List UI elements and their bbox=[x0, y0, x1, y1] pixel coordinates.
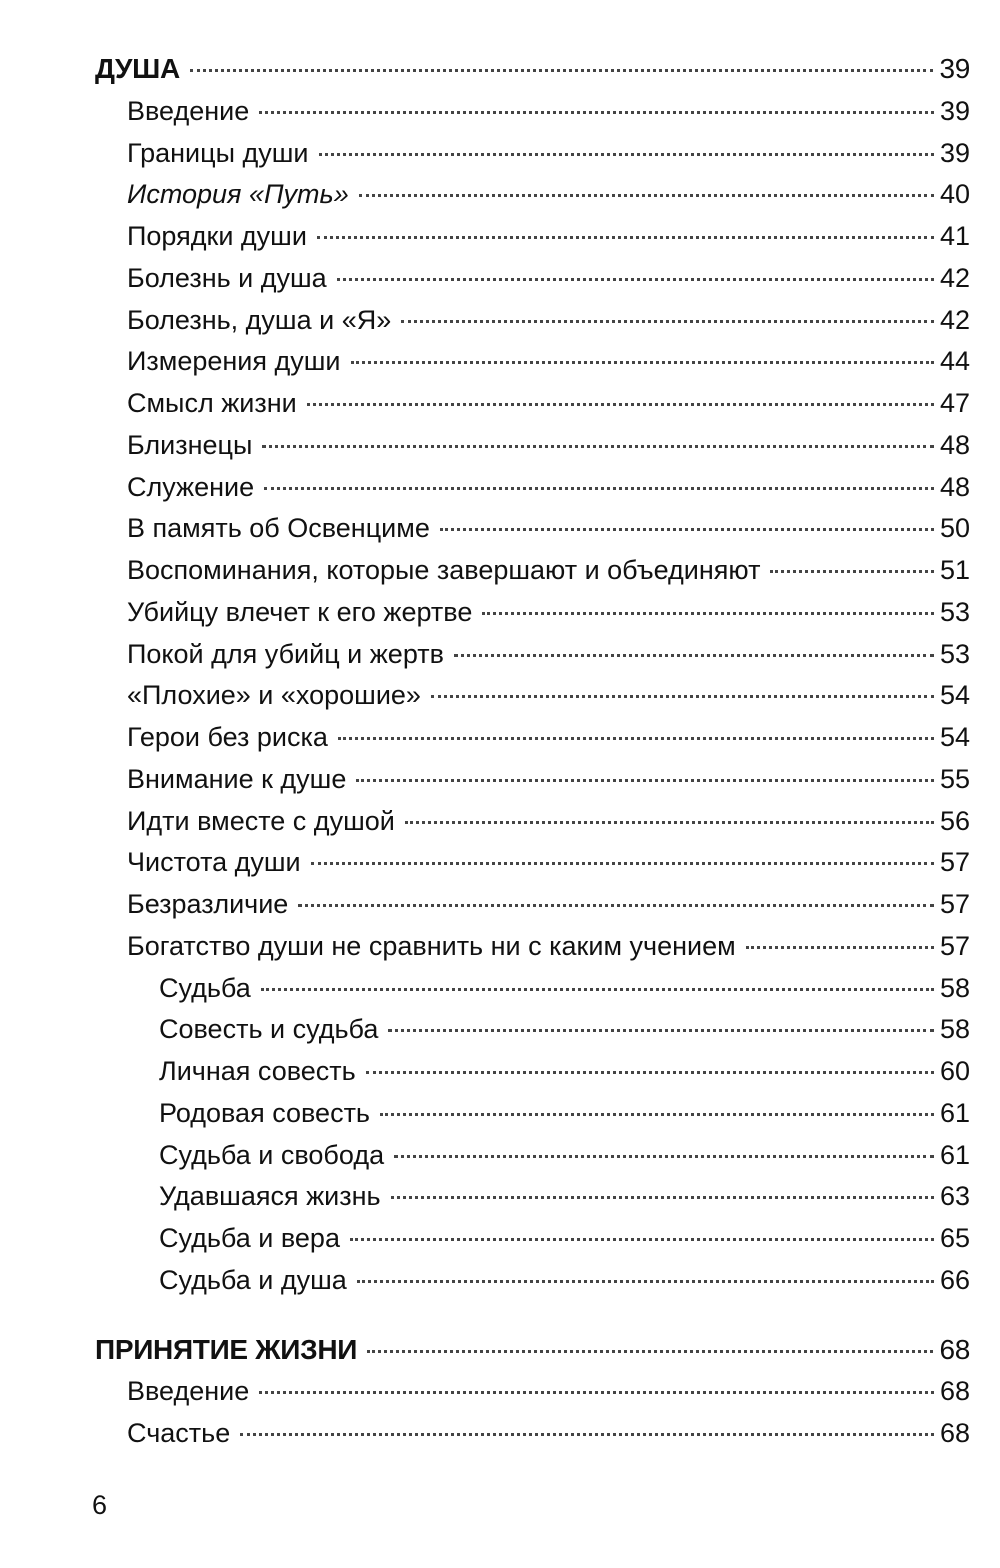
dot-leader bbox=[350, 1238, 934, 1241]
dot-leader bbox=[366, 1071, 934, 1074]
dot-leader bbox=[264, 487, 934, 490]
toc-entry-title: Безразличие bbox=[127, 889, 289, 919]
toc-entry-title: Удавшаяся жизнь bbox=[159, 1181, 381, 1212]
toc-entry-title: Богатство души не сравнить ни с каким учением bbox=[127, 930, 736, 961]
dot-leader bbox=[351, 361, 934, 364]
toc-entry-title: ПРИНЯТИЕ ЖИЗНИ bbox=[95, 1333, 358, 1365]
toc-entry-page: 58 bbox=[939, 972, 970, 1003]
toc-entry bbox=[0, 386, 970, 420]
toc-entry bbox=[0, 720, 970, 754]
toc-entry bbox=[0, 470, 970, 504]
toc-entry-title: В память об Освенциме bbox=[127, 513, 430, 544]
page-number: 6 bbox=[92, 1490, 108, 1520]
toc-entry bbox=[0, 1096, 970, 1130]
toc-entry-page: 54 bbox=[939, 680, 970, 711]
dot-leader bbox=[298, 904, 934, 907]
dot-leader bbox=[338, 737, 934, 740]
toc-entry-title: Чистота души bbox=[127, 847, 301, 878]
toc-entry bbox=[0, 1263, 970, 1297]
dot-leader bbox=[261, 988, 934, 991]
toc-entry bbox=[0, 1138, 970, 1172]
toc-entry-title: Совесть и судьба bbox=[159, 1014, 379, 1045]
toc-entry bbox=[0, 971, 970, 1005]
toc-entry bbox=[0, 1221, 970, 1255]
toc-entry-title: Служение bbox=[127, 471, 255, 502]
toc-entry bbox=[0, 344, 970, 378]
toc-entry-page: 63 bbox=[939, 1181, 970, 1212]
toc-entry-title: Смысл жизни bbox=[127, 388, 297, 418]
toc-entry-page: 60 bbox=[939, 1056, 970, 1086]
toc-entry bbox=[0, 261, 970, 295]
toc-entry-page: 57 bbox=[939, 889, 970, 919]
toc-entry-page: 61 bbox=[939, 1139, 970, 1170]
toc-entry-page: 51 bbox=[939, 555, 970, 585]
dot-leader bbox=[770, 570, 934, 573]
dot-leader bbox=[431, 695, 934, 698]
dot-leader bbox=[388, 1029, 934, 1032]
toc-entry-page: 61 bbox=[939, 1097, 970, 1128]
toc-entry-title: Близнецы bbox=[127, 429, 253, 460]
toc-entry-title: Личная совесть bbox=[159, 1056, 356, 1086]
toc-entry bbox=[0, 595, 970, 629]
toc-entry-title: Судьба и вера bbox=[159, 1223, 340, 1253]
toc-entry-page: 48 bbox=[939, 471, 970, 502]
toc-entry-title: Идти вместе с душой bbox=[127, 805, 395, 836]
toc-entry bbox=[0, 511, 970, 545]
toc-entry-title: Родовая совесть bbox=[159, 1097, 371, 1128]
dot-leader bbox=[337, 278, 934, 281]
toc-entry-page: 65 bbox=[939, 1223, 970, 1253]
dot-leader bbox=[394, 1155, 934, 1158]
toc-entry-page: 42 bbox=[939, 304, 970, 335]
toc-entry-title: ДУША bbox=[95, 53, 180, 84]
dot-leader bbox=[380, 1113, 934, 1116]
toc-entry-page: 48 bbox=[939, 429, 970, 460]
toc-entry-page: 57 bbox=[939, 847, 970, 878]
toc-entry-title: Болезнь, душа и «Я» bbox=[127, 304, 392, 335]
toc-entry-title: Болезнь и душа bbox=[127, 262, 327, 293]
toc-entry-page: 55 bbox=[939, 763, 970, 794]
toc-entry-title: Судьба bbox=[159, 972, 251, 1003]
toc-entry-title: Введение bbox=[127, 1376, 250, 1407]
toc-entry bbox=[0, 804, 970, 838]
dot-leader bbox=[405, 821, 934, 824]
toc-entry-title: Судьба и душа bbox=[159, 1264, 347, 1295]
toc-entry-page: 53 bbox=[939, 638, 970, 669]
toc-entry bbox=[0, 929, 970, 963]
toc-entry-page: 39 bbox=[939, 137, 970, 168]
toc-entry-page: 66 bbox=[939, 1264, 970, 1295]
toc-entry bbox=[0, 887, 970, 921]
toc-entry bbox=[0, 845, 970, 879]
toc-entry-title: Счастье bbox=[127, 1418, 231, 1448]
dot-leader bbox=[454, 654, 934, 657]
toc-entry bbox=[0, 303, 970, 337]
dot-leader bbox=[319, 153, 934, 156]
toc-entry-title: Порядки души bbox=[127, 221, 307, 251]
toc-entry-title: Введение bbox=[127, 95, 250, 126]
toc-entry bbox=[0, 1416, 970, 1450]
dot-leader bbox=[482, 612, 934, 615]
toc-entry-page: 68 bbox=[939, 1333, 970, 1365]
dot-leader bbox=[359, 194, 934, 197]
dot-leader bbox=[190, 69, 934, 72]
toc-entry-page: 58 bbox=[939, 1014, 970, 1045]
toc-entry bbox=[0, 177, 970, 211]
toc-entry-page: 57 bbox=[939, 930, 970, 961]
toc-entry-title: Измерения души bbox=[127, 346, 341, 377]
toc-entry bbox=[0, 136, 970, 170]
toc-section-heading bbox=[0, 1333, 970, 1367]
toc-entry-title: Воспоминания, которые завершают и объединяют bbox=[127, 555, 761, 585]
toc-entry bbox=[0, 1374, 970, 1408]
dot-leader bbox=[307, 403, 934, 406]
toc-entry bbox=[0, 219, 970, 253]
toc-entry bbox=[0, 762, 970, 796]
toc-entry-page: 39 bbox=[939, 95, 970, 126]
dot-leader bbox=[746, 946, 934, 949]
toc-entry-page: 54 bbox=[939, 722, 970, 752]
toc-entry-page: 53 bbox=[939, 596, 970, 627]
toc-entry-title: Покой для убийц и жертв bbox=[127, 638, 444, 669]
toc-entry-title: Судьба и свобода bbox=[159, 1139, 385, 1170]
dot-leader bbox=[401, 320, 934, 323]
dot-leader bbox=[357, 1280, 934, 1283]
toc-entry-page: 39 bbox=[939, 53, 970, 84]
dot-leader bbox=[311, 862, 934, 865]
toc-entry-title: «Плохие» и «хорошие» bbox=[127, 680, 421, 711]
toc-entry-page: 56 bbox=[939, 805, 970, 836]
toc-entry-title: Внимание к душе bbox=[127, 763, 347, 794]
toc-entry-page: 68 bbox=[939, 1418, 970, 1448]
toc-entry-page: 42 bbox=[939, 262, 970, 293]
toc-entry bbox=[0, 678, 970, 712]
dot-leader bbox=[391, 1196, 934, 1199]
toc-entry-title: Герои без риска bbox=[127, 722, 328, 752]
toc-entry bbox=[0, 94, 970, 128]
dot-leader bbox=[367, 1350, 933, 1353]
dot-leader bbox=[262, 445, 934, 448]
dot-leader bbox=[356, 779, 934, 782]
toc-entry bbox=[0, 1012, 970, 1046]
toc-entry bbox=[0, 637, 970, 671]
toc-entry-title: Убийцу влечет к его жертве bbox=[127, 596, 473, 627]
toc-entry-page: 68 bbox=[939, 1376, 970, 1407]
toc-entry bbox=[0, 428, 970, 462]
toc-section-heading bbox=[0, 52, 970, 86]
toc-entry-page: 40 bbox=[939, 179, 970, 210]
dot-leader bbox=[259, 111, 934, 114]
toc-entry bbox=[0, 1179, 970, 1213]
toc-entry-page: 41 bbox=[939, 221, 970, 251]
toc-entry-title: История «Путь» bbox=[127, 179, 349, 210]
toc-entry bbox=[0, 1054, 970, 1088]
dot-leader bbox=[440, 528, 934, 531]
dot-leader bbox=[240, 1433, 934, 1436]
toc-entry bbox=[0, 553, 970, 587]
toc-entry-page: 50 bbox=[939, 513, 970, 544]
toc-entry-page: 47 bbox=[939, 388, 970, 418]
toc-entry-title: Границы души bbox=[127, 137, 309, 168]
toc-entry-page: 44 bbox=[939, 346, 970, 377]
dot-leader bbox=[259, 1391, 934, 1394]
dot-leader bbox=[317, 236, 934, 239]
